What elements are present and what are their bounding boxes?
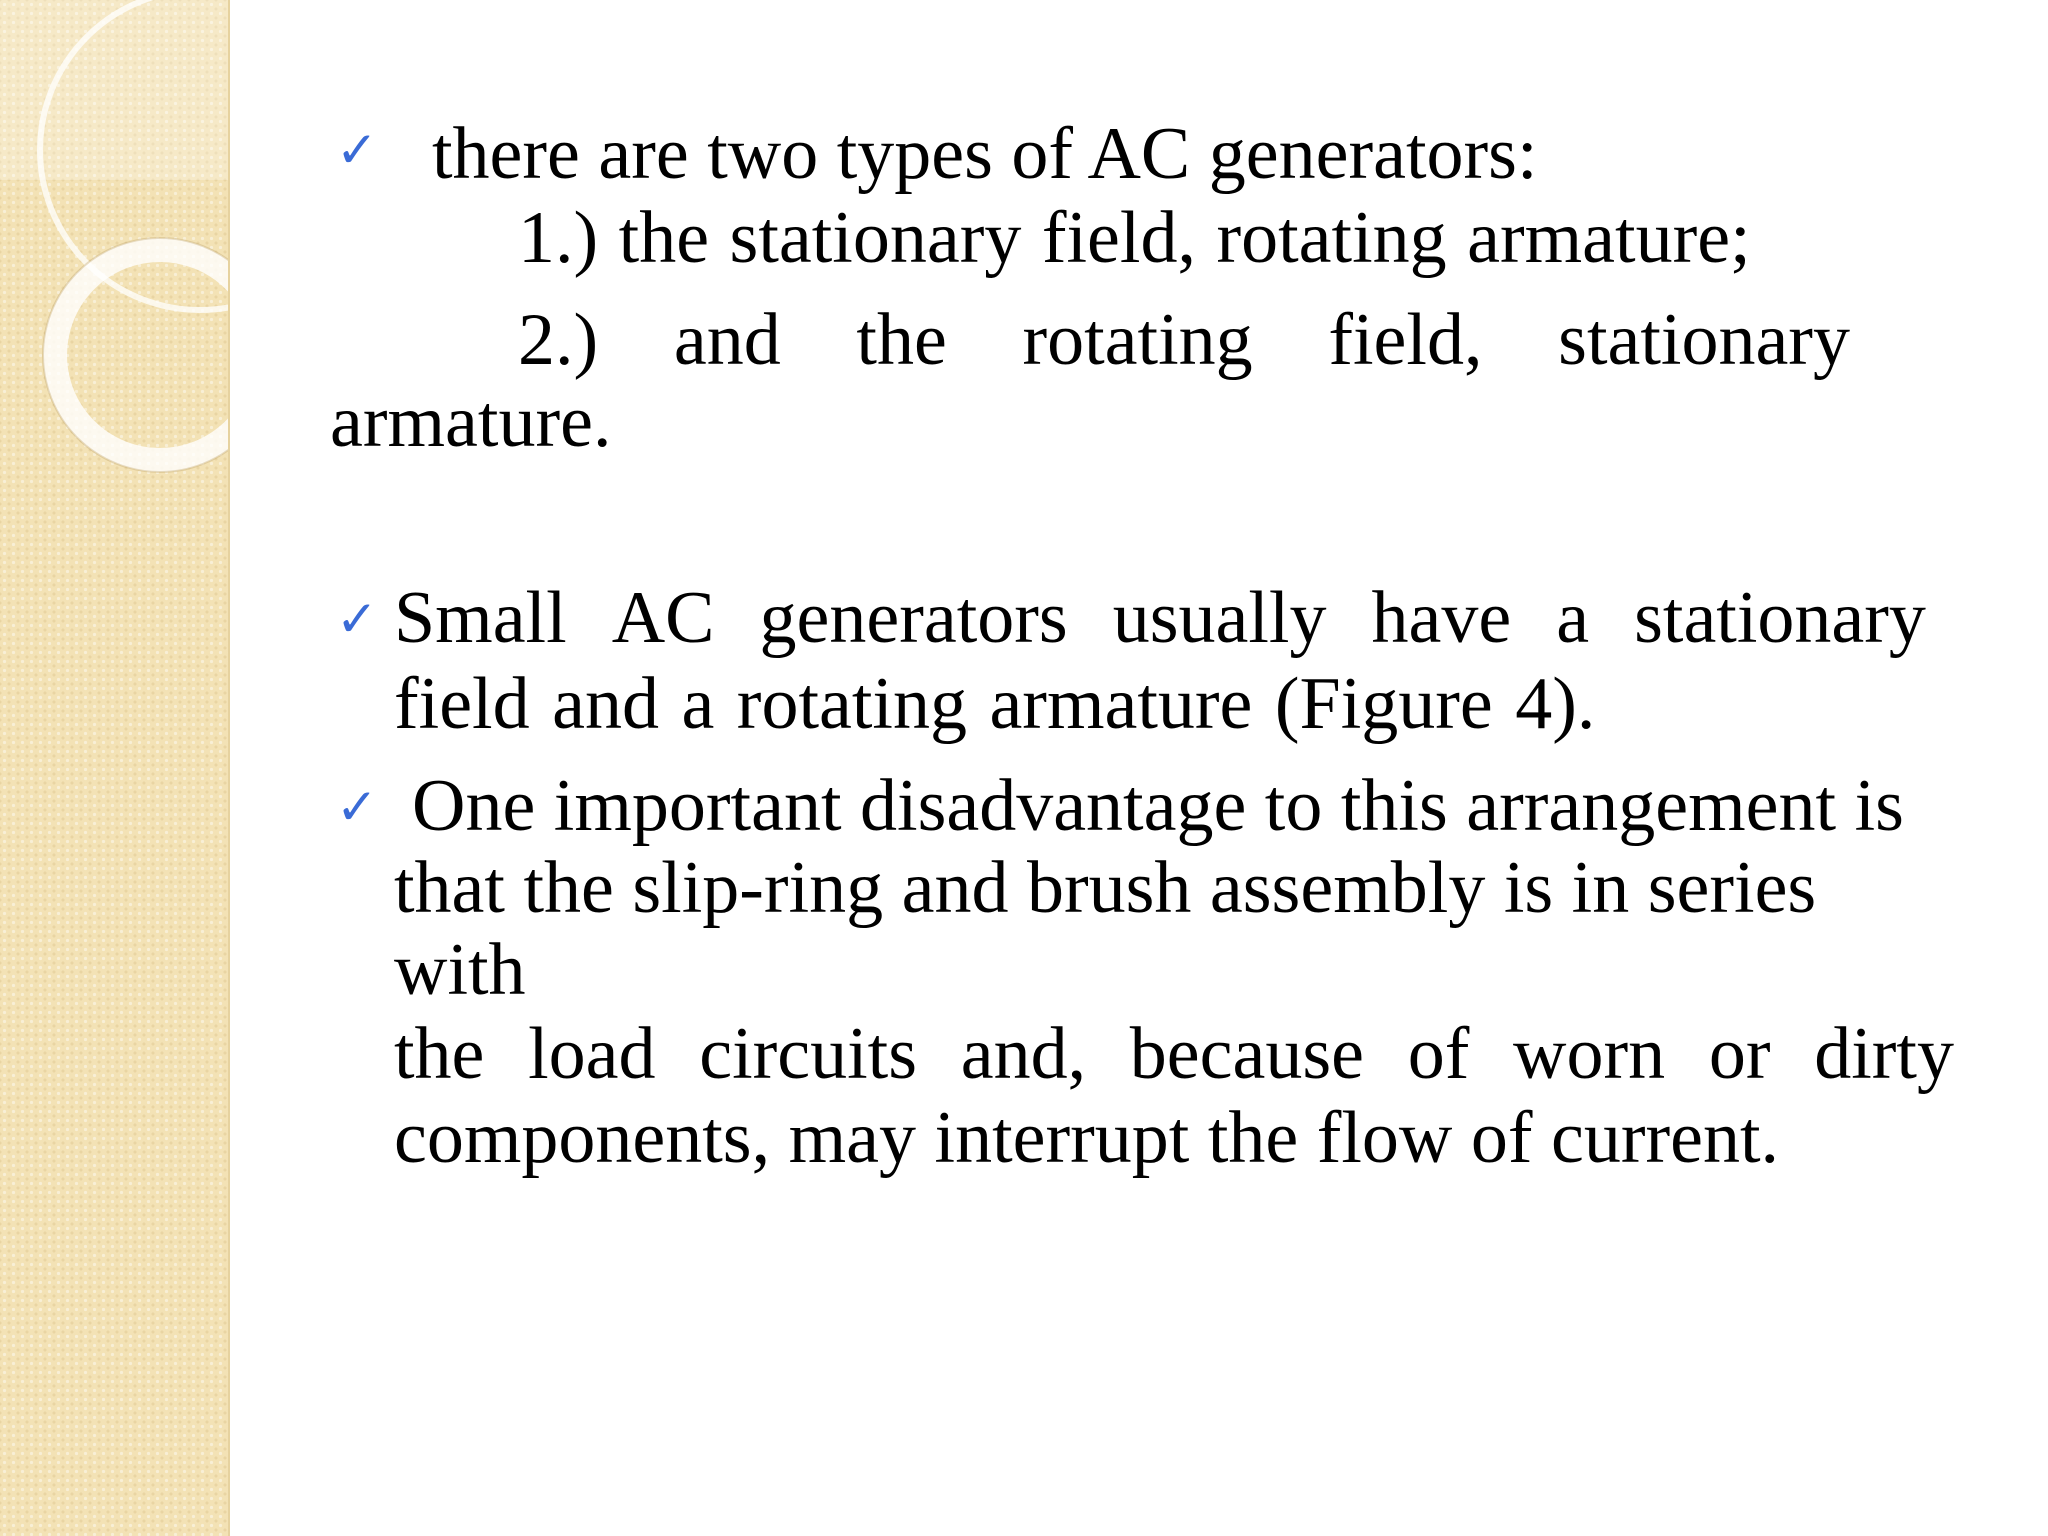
bullet-3-line-2: that the slip-ring and brush assembly is in series: [394, 847, 1817, 929]
word: AC: [611, 577, 715, 659]
word: stationary: [1634, 577, 1926, 659]
word: field,: [1328, 299, 1483, 381]
word: a: [1556, 577, 1590, 659]
bullet-1-item-2-continued: armature.: [330, 381, 612, 463]
bullet-1-intro: there are two types of AC generators:: [432, 113, 1538, 195]
word: 2.): [518, 299, 599, 381]
bullet-3-line-5: components, may interrupt the flow of current.: [394, 1097, 1780, 1179]
bullet-3-line-1: One important disadvantage to this arrangement is: [412, 765, 1904, 847]
bullet-1-item-2: [518, 298, 1850, 383]
word: stationary: [1558, 299, 1850, 381]
word: circuits: [699, 1013, 918, 1095]
word: usually: [1112, 577, 1327, 659]
word: generators: [759, 577, 1068, 659]
check-icon: ✓: [336, 121, 378, 179]
word: because: [1129, 1013, 1364, 1095]
word: of: [1407, 1013, 1470, 1095]
bullet-3-line-4: [394, 1012, 1954, 1097]
bullet-3-line-3: with: [394, 929, 526, 1011]
decorative-rings-icon: [0, 0, 228, 600]
bullet-2-line-2: field and a rotating armature (Figure 4).: [394, 663, 1596, 745]
word: the: [394, 1013, 485, 1095]
check-icon: ✓: [336, 778, 378, 836]
word: load: [528, 1013, 656, 1095]
word: have: [1371, 577, 1512, 659]
word: and,: [960, 1013, 1087, 1095]
word: rotating: [1022, 299, 1253, 381]
word: or: [1708, 1013, 1771, 1095]
word: dirty: [1814, 1013, 1954, 1095]
word: and: [673, 299, 781, 381]
check-icon: ✓: [336, 590, 378, 648]
bullet-1-item-1: 1.) the stationary field, rotating armature;: [518, 197, 1751, 279]
word: the: [856, 299, 947, 381]
bullet-2-line-1: [394, 576, 1926, 661]
word: worn: [1513, 1013, 1666, 1095]
word: Small: [394, 577, 567, 659]
decorative-side-panel: [0, 0, 230, 1536]
